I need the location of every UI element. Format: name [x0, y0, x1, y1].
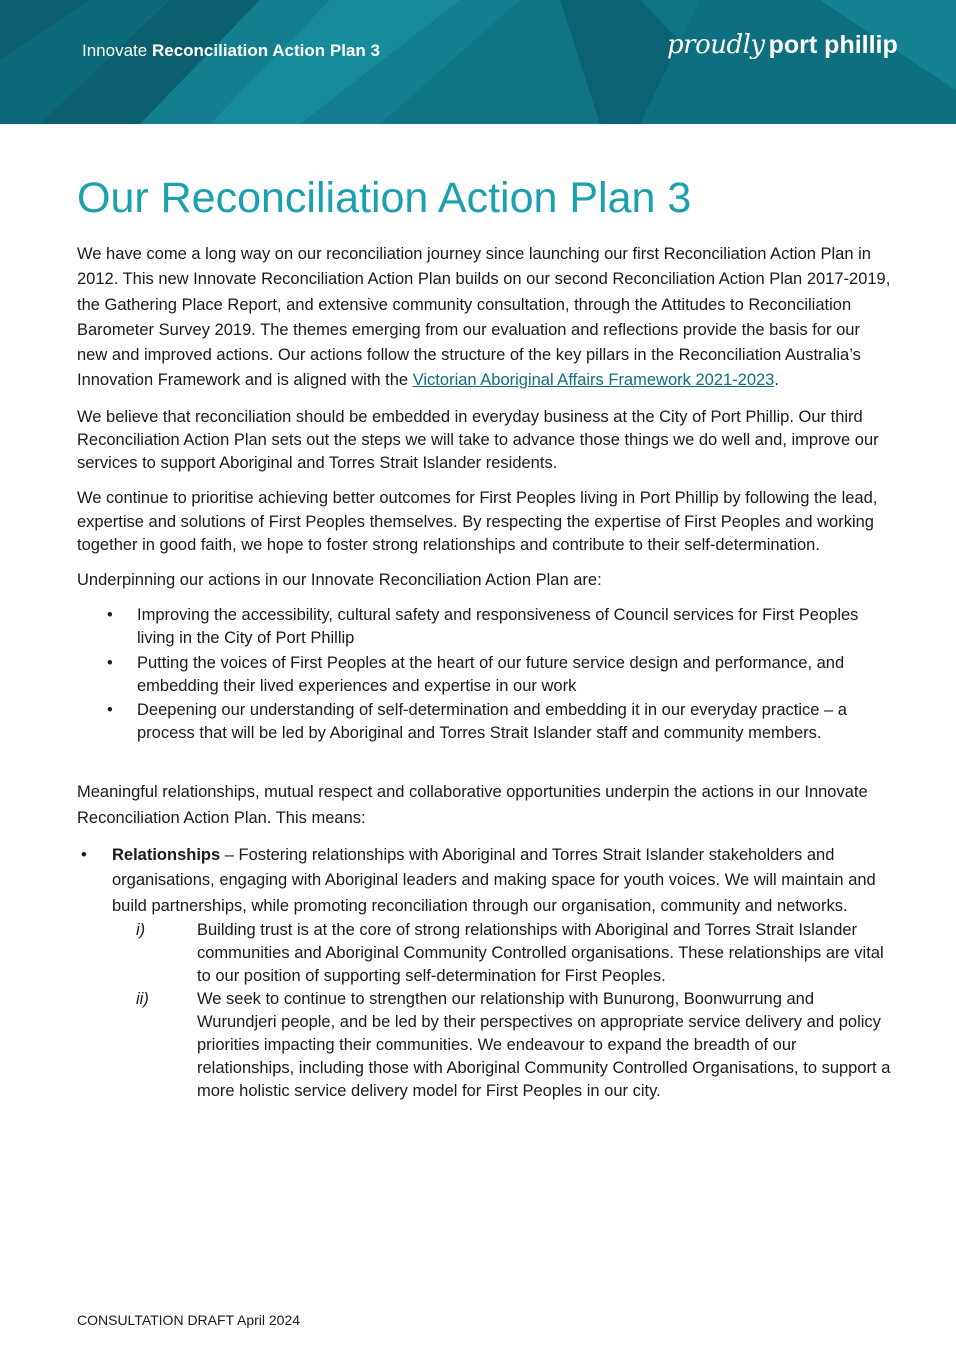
- footer-draft-label: CONSULTATION DRAFT April 2024: [77, 1312, 301, 1328]
- paragraph-better-outcomes: We continue to prioritise achieving better outcomes for First Peoples living in Port Phillip by following the lead, expertise and solutions of First Peoples themselves. By respecting the expertise of First Peoples and working together in good faith, we hope to foster strong relationships and contribute to their self-determination.: [77, 489, 878, 554]
- intro-text-end: .: [774, 371, 779, 390]
- underpinning-bullet-list: [77, 604, 892, 745]
- framework-link[interactable]: Victorian Aboriginal Affairs Framework 2021-2023: [412, 371, 775, 390]
- pillar-relationships: [81, 843, 892, 1103]
- sub-item-number: ii): [136, 989, 149, 1008]
- list-item: [107, 652, 892, 698]
- pillar-list: [77, 843, 892, 1103]
- intro-paragraph: [77, 242, 892, 394]
- paragraph-underpinning: Underpinning our actions in our Innovate Reconciliation Action Plan are:: [77, 571, 602, 589]
- document-body: [77, 170, 892, 1103]
- sub-item-text: We seek to continue to strengthen our relationship with Bunurong, Boonwurrung and Wurundjeri people, and be led by their perspectives on appropriate service delivery and policy priorities impacting their communities. We endeavour to expand the breadth of our relationships, including those with Aboriginal Community Controlled Organisations, to support a more holistic service delivery model for First Peoples in our city.: [197, 989, 891, 1100]
- pillar-description: – Fostering relationships with Aboriginal and Torres Strait Islander stakeholders and organisations, engaging with Aboriginal leaders and making space for youth voices. We will maintain and build partnerships, while promoting reconciliation through our organisation, community and networks.: [112, 846, 876, 915]
- sub-item-number: i): [136, 920, 146, 939]
- pillar-sub-list: [112, 919, 892, 1103]
- page-title: Our Reconciliation Action Plan 3: [77, 174, 692, 222]
- section-spacer: [77, 746, 892, 780]
- document-series-title: [82, 41, 380, 61]
- bullet-icon: •: [107, 701, 113, 720]
- list-item-text: Improving the accessibility, cultural safety and responsiveness of Council services for First Peoples living in the City of Port Phillip: [137, 606, 859, 648]
- logo-brand-text: port phillip: [768, 31, 898, 59]
- logo-script-text: proudly: [667, 30, 765, 60]
- paragraph-everyday-business: We believe that reconciliation should be embedded in everyday business at the City of Port Phillip. Our third Reconciliation Action Plan sets out the steps we will take to advance those things we do well and, improve our services to support Aboriginal and Torres Strait Islander residents.: [77, 407, 879, 473]
- pillar-title: Relationships: [112, 846, 221, 865]
- bullet-icon: •: [81, 846, 87, 865]
- paragraph-meaningful-relationships: Meaningful relationships, mutual respect and collaborative opportunities underpin the actions in our Innovate Reconciliation Action Plan. This means:: [77, 783, 868, 827]
- bullet-icon: •: [107, 653, 113, 672]
- list-item: [107, 604, 892, 650]
- header-geometric-background: [0, 0, 956, 124]
- bullet-icon: •: [107, 606, 113, 625]
- sub-list-item: [136, 988, 892, 1103]
- list-item: [107, 699, 892, 745]
- series-title-regular: Innovate: [82, 41, 148, 60]
- series-title-bold: Reconciliation Action Plan 3: [151, 41, 380, 60]
- intro-text: We have come a long way on our reconciliation journey since launching our first Reconciliation Action Plan in 2012. This new Innovate Reconciliation Action Plan builds on our second Reconciliation Action Plan 2017-2019, the Gathering Place Report, and extensive community consultation, through the Attitudes to Reconciliation Barometer Survey 2019. The themes emerging from our evaluation and reflections provide the basis for our new and improved actions. Our actions follow the structure of the key pillars in the Reconciliation Australia’s Innovation Framework and is aligned with the: [77, 245, 891, 390]
- sub-list-item: [136, 919, 892, 988]
- list-item-text: Putting the voices of First Peoples at the heart of our future service design and performance, and embedding their lived experiences and expertise in our work: [137, 653, 845, 695]
- sub-item-text: Building trust is at the core of strong relationships with Aboriginal and Torres Strait Islander communities and Aboriginal Community Controlled organisations. These relationships are vital to our position of supporting self-determination for First Peoples.: [197, 920, 884, 985]
- proudly-port-phillip-logo: [667, 30, 898, 60]
- list-item-text: Deepening our understanding of self-determination and embedding it in our everyday practice – a process that will be led by Aboriginal and Torres Strait Islander staff and community members.: [137, 701, 847, 743]
- page-header-banner: [0, 0, 956, 124]
